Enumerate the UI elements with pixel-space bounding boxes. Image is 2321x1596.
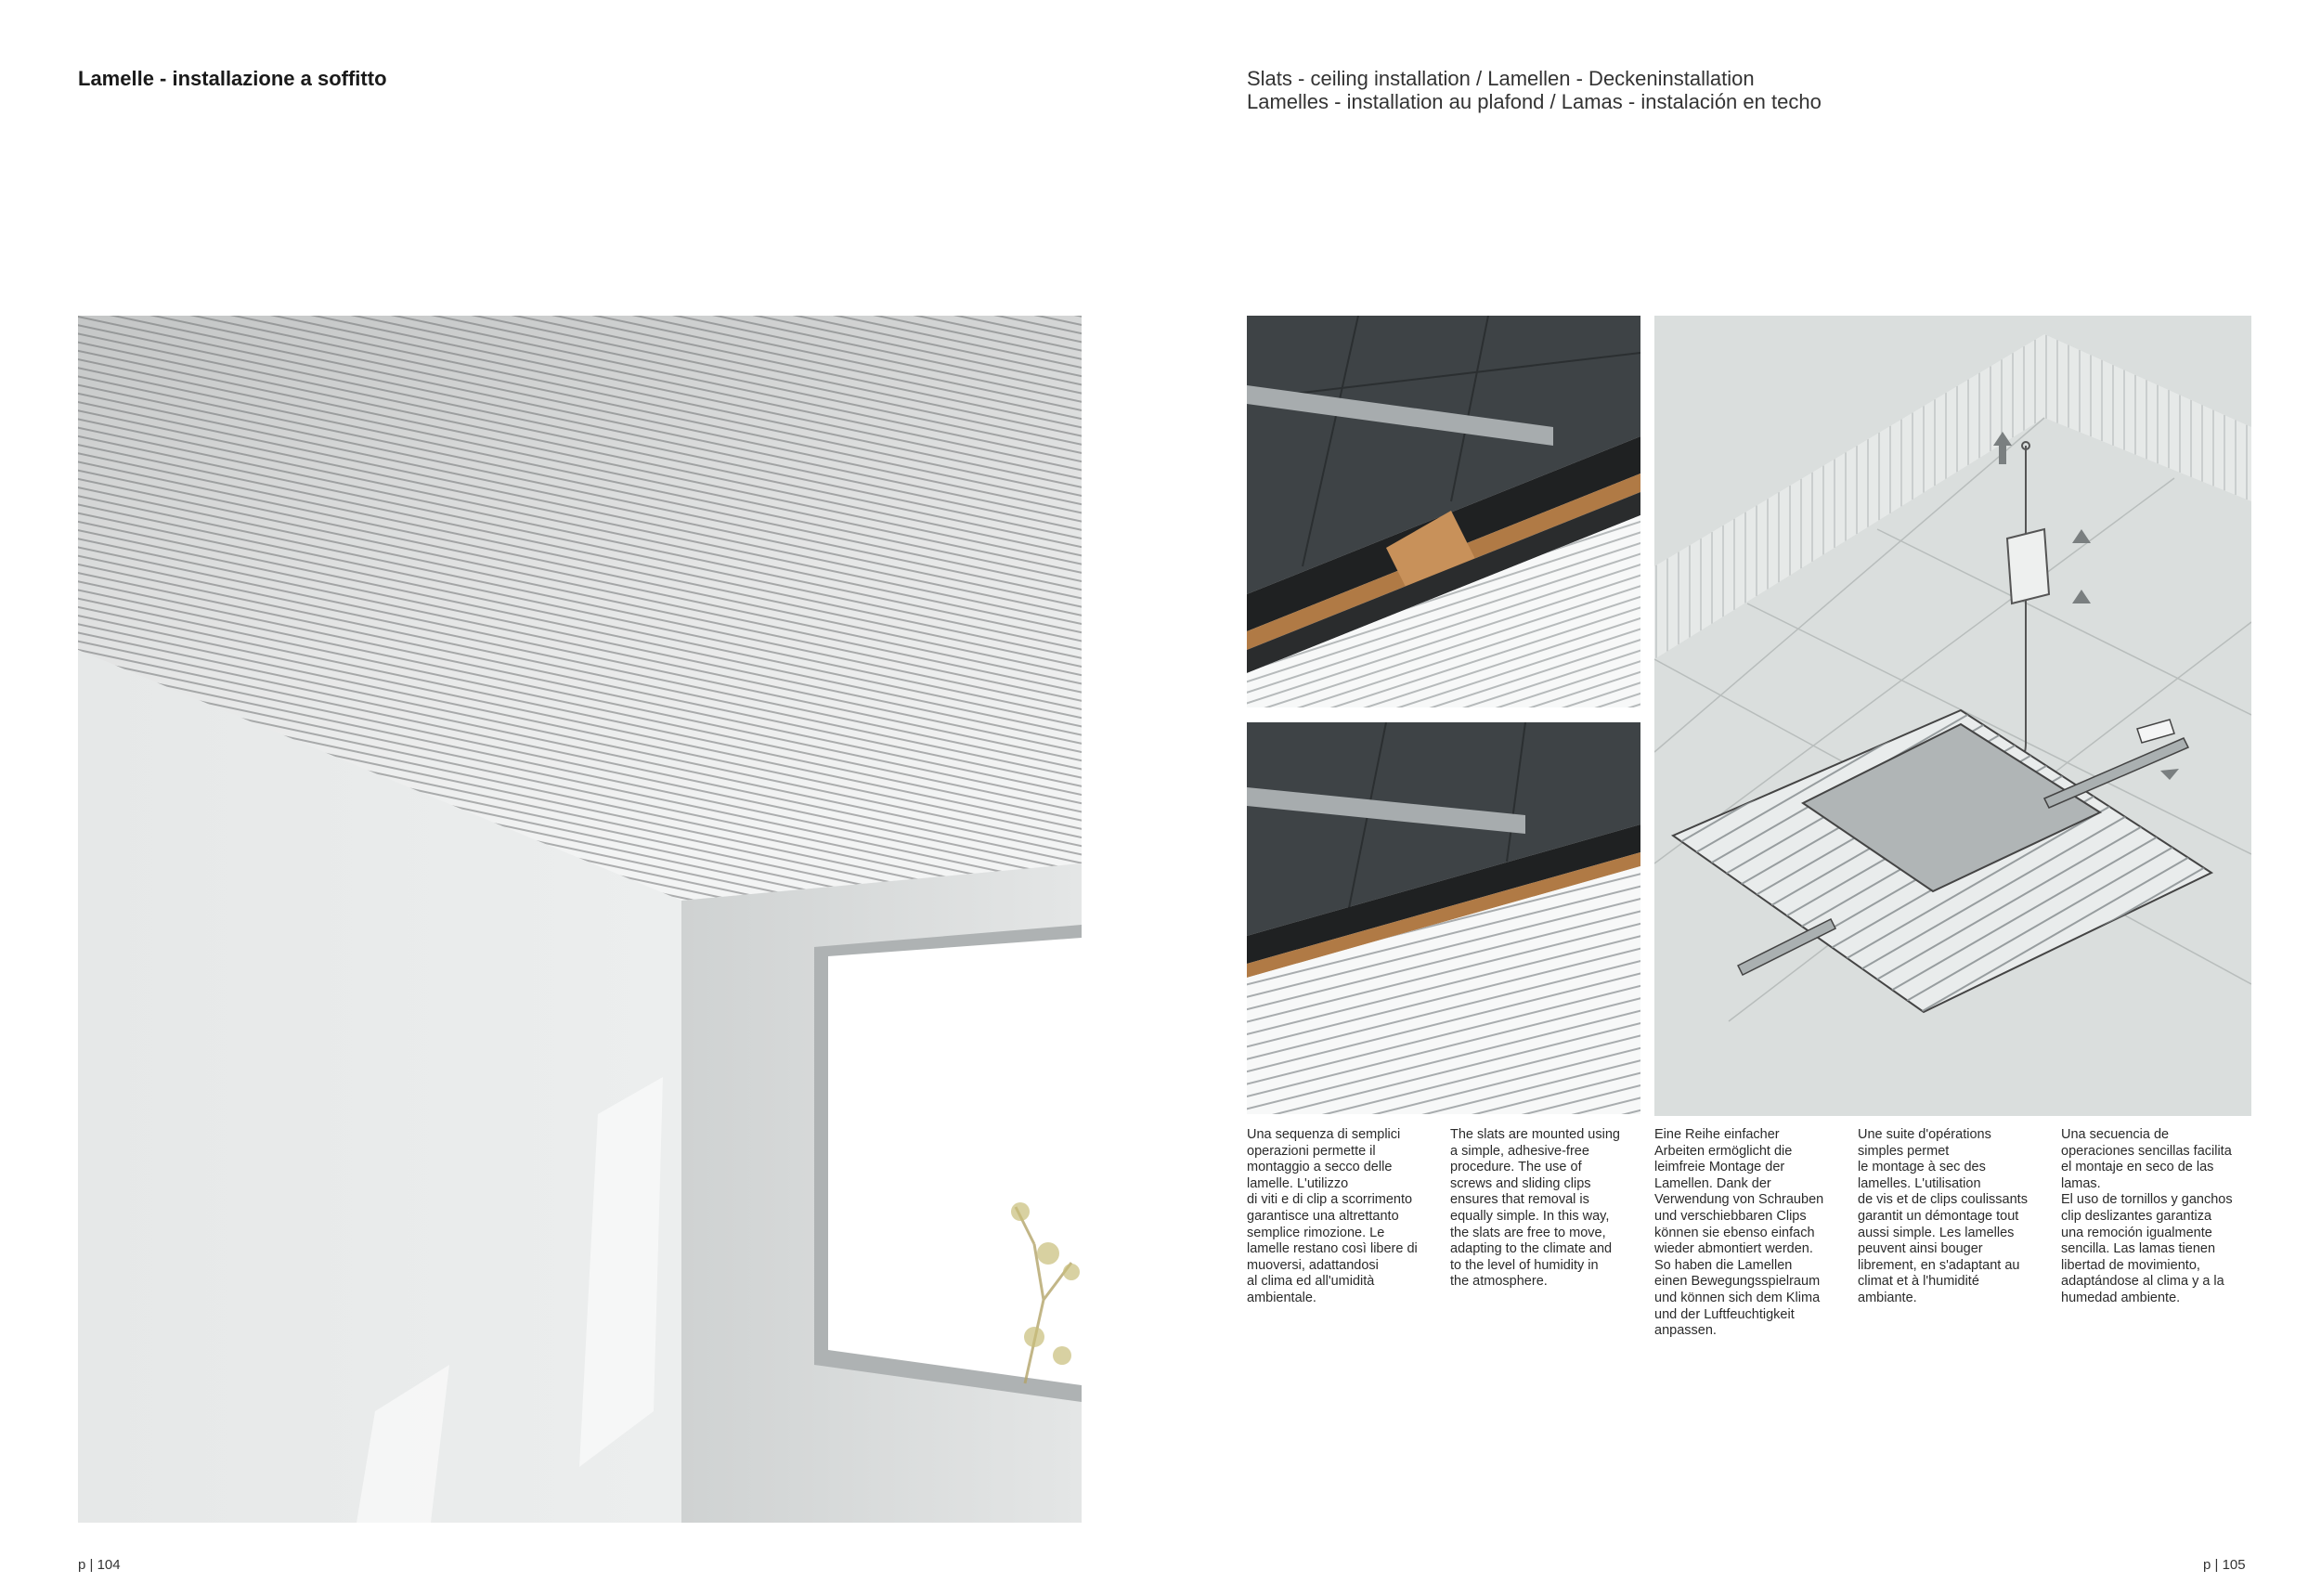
title-right-line-2: Lamelles - installation au plafond / Lamas - instalación en techo xyxy=(1247,90,1822,113)
text-column-french: Une suite d'opérations simples permet le montage à sec des lamelles. L'utilisation de vis et de clips coulissants garantit un démontage tout aussi simple. Les lamelles peuvent ainsi bouger librement, en s'adaptant au climat et à l'humidité ambiante. xyxy=(1858,1127,2028,1305)
installation-diagram xyxy=(1654,316,2251,1116)
page-title-left: Lamelle - installazione a soffitto xyxy=(78,67,387,90)
page-number-right: p | 105 xyxy=(2203,1557,2246,1573)
installation-photo-bottom xyxy=(1247,722,1640,1114)
text-column-spanish: Una secuencia de operaciones sencillas facilita el montaje en seco de las lamas. El uso de tornillos y ganchos clip deslizantes garantiza una remoción igualmente sencilla. Las lamas tienen libertad de movimiento, adaptándose al clima y a la humedad ambiente. xyxy=(2061,1127,2233,1305)
room-ceiling-photo xyxy=(78,316,1082,1523)
installation-photo-top xyxy=(1247,316,1640,707)
text-column-italian: Una sequenza di semplici operazioni permette il montaggio a secco delle lamelle. L'utilizzo di viti e di clip a scorrimento garantisce una altrettanto semplice rimozione. Le lamelle restano così libere di muoversi, adattandosi al clima ed all'umidità ambientale. xyxy=(1247,1127,1418,1305)
title-right-line-1: Slats - ceiling installation / Lamellen - Deckeninstallation xyxy=(1247,67,1755,90)
page-title-right xyxy=(1247,67,1822,113)
text-column-german: Eine Reihe einfacher Arbeiten ermöglicht die leimfreie Montage der Lamellen. Dank der Verwendung von Schrauben und verschiebbaren Clips können sie ebenso einfach wieder abmontiert werden. So haben die Lamellen einen Bewegungsspielraum und können sich dem Klima und der Luftfeuchtigkeit anpassen. xyxy=(1654,1127,1824,1339)
page-number-left: p | 104 xyxy=(78,1557,121,1573)
text-column-english: The slats are mounted using a simple, adhesive-free procedure. The use of screws and sliding clips ensures that removal is equally simple. In this way, the slats are free to move, adapting to the climate and to the level of humidity in the atmosphere. xyxy=(1450,1127,1620,1290)
